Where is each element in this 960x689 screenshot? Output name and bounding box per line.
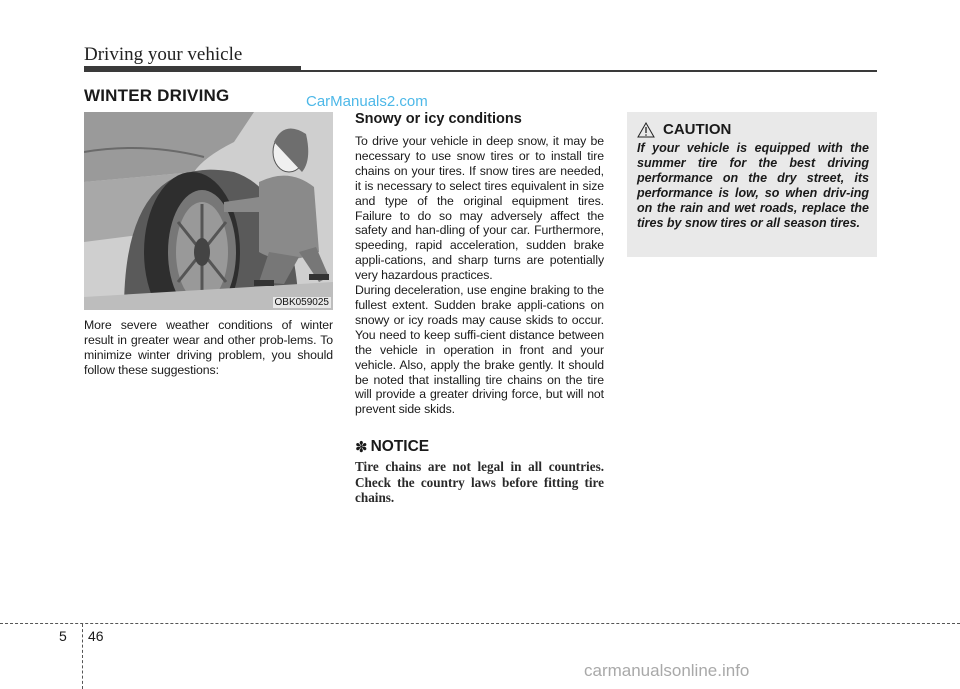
header-rule	[301, 70, 877, 72]
snowy-heading: Snowy or icy conditions	[355, 111, 522, 127]
page-number: 46	[88, 628, 104, 644]
snowy-conditions-section	[355, 111, 604, 506]
caution-heading	[637, 121, 869, 138]
header-bar	[84, 66, 301, 72]
snowy-paragraph-2: During deceleration, use engine braking to the fullest extent. Sudden brake appli-cations on snowy or icy roads may cause skids to occur. You need to keep suffi-cient distance between the vehicle in operation in front and your vehicle. Also, apply the brake gently. It should be noted that installing tire chains on the tire will provide a greater driving force, but will not prevent side skids.	[355, 283, 604, 417]
footer-divider	[0, 623, 960, 624]
caution-text: If your vehicle is equipped with the summer tire for the best driving performance on the dry street, its performance is low, so when driv-ing on the rain and wet roads, replace the tires by snow tires or all season tires.	[637, 141, 869, 230]
figure-code: OBK059025	[274, 297, 329, 308]
chapter-number: 5	[59, 628, 67, 644]
warning-triangle-icon	[637, 122, 655, 138]
winter-tire-illustration	[84, 112, 333, 310]
footer-vertical-divider	[82, 624, 83, 689]
watermark-link[interactable]: CarManuals2.com	[306, 93, 428, 110]
caution-box	[627, 112, 877, 257]
notice-text: Tire chains are not legal in all countries. Check the country laws before fitting tire chains.	[355, 459, 604, 506]
notice-label: NOTICE	[370, 438, 430, 456]
section-title: WINTER DRIVING	[84, 86, 230, 105]
header-title: Driving your vehicle	[84, 44, 243, 65]
intro-paragraph: More severe weather conditions of winter result in greater wear and other prob-lems. To minimize winter driving problem, you should follow these suggestions:	[84, 318, 333, 377]
caution-label: CAUTION	[663, 121, 732, 138]
tire-chain-drawing	[84, 112, 333, 310]
notice-heading	[355, 438, 604, 456]
snowy-paragraph-1: To drive your vehicle in deep snow, it may be necessary to use snow tires or to install tire chains on your tires. If snow tires are needed, it is necessary to select tires equivalent in size and type of the original equipment tires. Failure to do so may adversely affect the safety and han-dling of your car. Furthermore, speeding, rapid acceleration, sudden brake appli-cations, and sharp turns are potentially very hazardous practices.	[355, 134, 604, 283]
footer-site-link[interactable]: carmanualsonline.info	[584, 661, 750, 680]
notice-star-icon: ✽	[355, 439, 368, 457]
